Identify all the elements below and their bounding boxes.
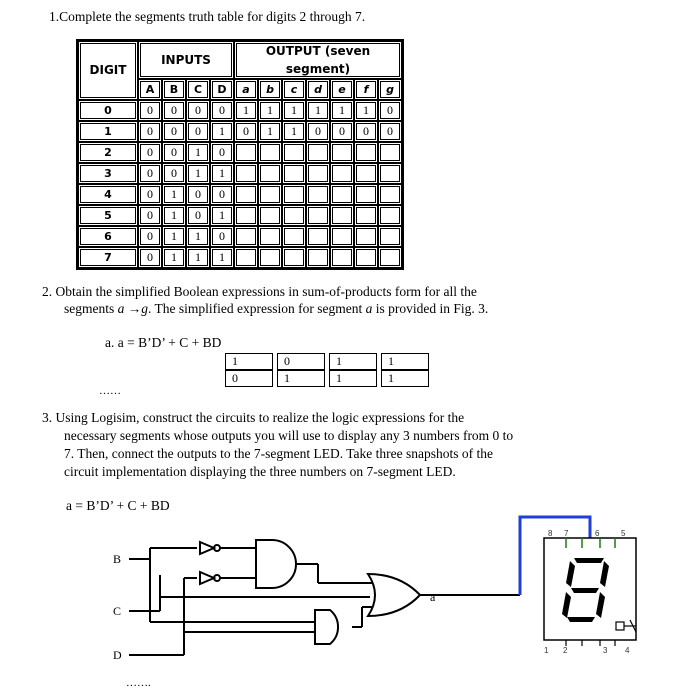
output-cell[interactable] [258,205,282,226]
output-cell: 1 [282,121,306,142]
output-cell[interactable] [330,184,354,205]
input-cell: 1 [186,163,210,184]
output-cell[interactable] [234,142,258,163]
table-row [78,247,402,268]
pin-7: 7 [564,529,569,538]
input-cell: 1 [162,226,186,247]
table-row [78,142,402,163]
output-cell[interactable] [282,247,306,268]
q2-arrow: → [124,301,142,316]
output-col-a: a [234,79,258,100]
output-cell[interactable] [378,163,402,184]
output-cell: 1 [234,100,258,121]
output-cell[interactable] [378,226,402,247]
kmap-cell: 1 [381,353,429,370]
label-b: B [113,552,122,566]
input-cell: 0 [138,121,162,142]
output-cell: 1 [258,121,282,142]
input-col-c: C [186,79,210,100]
output-col-e: e [330,79,354,100]
input-cell: 1 [186,142,210,163]
output-cell[interactable] [354,142,378,163]
q2-ellipsis: …… [99,385,121,397]
pin-5: 5 [621,529,626,538]
q2-seg-a2: a [365,301,373,316]
input-cell: 0 [138,205,162,226]
pin-8: 8 [548,529,553,538]
output-cell: 1 [258,100,282,121]
input-cell: 0 [210,142,234,163]
pin-2: 2 [563,646,568,655]
input-cell: 1 [210,247,234,268]
digit-cell: 2 [78,142,138,163]
sub-question-a: a. a = B’D’ + C + BD [105,335,222,350]
circuit-ellipsis: ……. [126,677,151,689]
kmap-cell: 1 [329,370,377,387]
kmap-cell: 1 [225,353,273,370]
input-cell: 0 [138,226,162,247]
kmap-cell: 1 [329,353,377,370]
digit-cell: 3 [78,163,138,184]
output-cell[interactable] [330,163,354,184]
input-cell: 0 [186,100,210,121]
input-cell: 0 [138,184,162,205]
output-cell[interactable] [258,226,282,247]
input-col-d: D [210,79,234,100]
pin-4: 4 [625,646,630,655]
digit-cell: 4 [78,184,138,205]
digit-cell: 1 [78,121,138,142]
output-header: OUTPUT (seven segment) [234,41,402,79]
not-bubble-d [214,575,220,581]
input-cell: 0 [162,142,186,163]
output-cell[interactable] [258,163,282,184]
output-cell[interactable] [282,142,306,163]
table-row [78,163,402,184]
output-cell: 0 [354,121,378,142]
q2-seg-a: a [117,301,125,316]
input-cell: 0 [186,205,210,226]
table-row [78,100,402,121]
output-col-g: g [378,79,402,100]
digit-cell: 5 [78,205,138,226]
output-cell[interactable] [330,205,354,226]
input-cell: 1 [210,121,234,142]
pin-1: 1 [544,646,549,655]
output-cell[interactable] [234,184,258,205]
output-cell[interactable] [282,184,306,205]
output-label-a: a [430,590,436,604]
pin-6: 6 [595,529,600,538]
and-gate-2 [315,610,338,644]
output-cell[interactable] [258,142,282,163]
output-cell: 1 [306,100,330,121]
q2-line2-end: is provided in Fig. 3. [372,301,489,316]
not-bubble-b [214,545,220,551]
question-2-line-1: 2. Obtain the simplified Boolean expressions in sum-of-products form for all the [42,284,477,299]
output-cell[interactable] [306,226,330,247]
input-cell: 1 [210,163,234,184]
output-cell[interactable] [354,226,378,247]
seven-segment-led [544,538,636,646]
output-col-b: b [258,79,282,100]
input-cell: 1 [210,205,234,226]
output-cell[interactable] [234,163,258,184]
question-3-line-3: 7. Then, connect the outputs to the 7-segment LED. Take three snapshots of the [64,446,493,461]
input-cell: 1 [162,205,186,226]
output-cell: 0 [378,100,402,121]
truth-table [76,39,404,270]
label-d: D [113,648,122,662]
output-cell[interactable] [378,247,402,268]
kmap-cell: 1 [277,370,325,387]
output-cell[interactable] [354,247,378,268]
input-cell: 0 [162,121,186,142]
output-cell[interactable] [234,205,258,226]
digit-cell: 6 [78,226,138,247]
kmap-cell: 0 [225,370,273,387]
question-3-line-1: 3. Using Logisim, construct the circuits to realize the logic expressions for the [42,410,465,425]
input-col-b: B [162,79,186,100]
label-c: C [113,604,122,618]
kmap-segment-a [225,353,429,387]
table-row [78,205,402,226]
q2-line2-post: . The simplified expression for segment [148,301,366,316]
input-cell: 0 [210,226,234,247]
input-cell: 1 [162,184,186,205]
output-col-f: f [354,79,378,100]
output-col-c: c [282,79,306,100]
output-cell: 0 [378,121,402,142]
output-cell[interactable] [306,205,330,226]
input-cell: 0 [186,184,210,205]
output-cell[interactable] [234,247,258,268]
question-2-line-2 [64,300,488,317]
question-3-line-2: necessary segments whose outputs you will use to display any 3 numbers from 0 to [64,428,514,443]
digit-cell: 7 [78,247,138,268]
digit-cell: 0 [78,100,138,121]
input-cell: 0 [138,163,162,184]
output-cell[interactable] [354,205,378,226]
table-row [78,226,402,247]
output-cell[interactable] [282,226,306,247]
output-cell[interactable] [258,247,282,268]
digit-header: DIGIT [78,41,138,100]
output-cell[interactable] [306,184,330,205]
output-cell[interactable] [378,142,402,163]
input-cell: 1 [162,247,186,268]
table-row [78,184,402,205]
output-cell: 1 [330,100,354,121]
output-cell[interactable] [354,184,378,205]
output-col-d: d [306,79,330,100]
kmap-cell: 0 [277,353,325,370]
output-cell[interactable] [306,142,330,163]
question-3-line-4: circuit implementation displaying the three numbers on 7-segment LED. [64,464,456,479]
input-cell: 0 [162,100,186,121]
input-col-a: A [138,79,162,100]
not-gate-d [200,572,214,584]
input-cell: 0 [210,100,234,121]
inputs-header: INPUTS [138,41,234,79]
input-cell: 0 [162,163,186,184]
q2-seg-g: g [141,301,148,316]
output-cell[interactable] [378,184,402,205]
output-cell[interactable] [282,205,306,226]
input-cell: 0 [138,142,162,163]
output-cell[interactable] [378,205,402,226]
output-cell: 1 [354,100,378,121]
output-cell: 1 [282,100,306,121]
output-cell[interactable] [282,163,306,184]
input-cell: 0 [210,184,234,205]
input-cell: 0 [186,121,210,142]
output-cell[interactable] [306,163,330,184]
output-cell[interactable] [306,247,330,268]
table-row [78,121,402,142]
not-gate-b [200,542,214,554]
input-cell: 0 [138,247,162,268]
or-gate [368,574,420,616]
kmap-cell: 1 [381,370,429,387]
input-cell: 1 [186,247,210,268]
output-cell: 0 [330,121,354,142]
kmap-row [225,370,429,387]
output-cell[interactable] [330,247,354,268]
question-1-text: 1.Complete the segments truth table for digits 2 through 7. [49,9,366,24]
output-cell[interactable] [234,226,258,247]
and-gate-1 [256,540,296,588]
output-cell[interactable] [330,226,354,247]
pin-3: 3 [603,646,608,655]
q2-line2-pre: segments [64,301,118,316]
output-cell: 0 [306,121,330,142]
output-cell: 0 [234,121,258,142]
kmap-row [225,353,429,370]
input-cell: 0 [138,100,162,121]
output-cell[interactable] [258,184,282,205]
input-cell: 1 [186,226,210,247]
circuit-expression: a = B’D’ + C + BD [66,498,170,513]
logic-circuit-diagram [0,505,693,700]
output-cell[interactable] [330,142,354,163]
output-cell[interactable] [354,163,378,184]
